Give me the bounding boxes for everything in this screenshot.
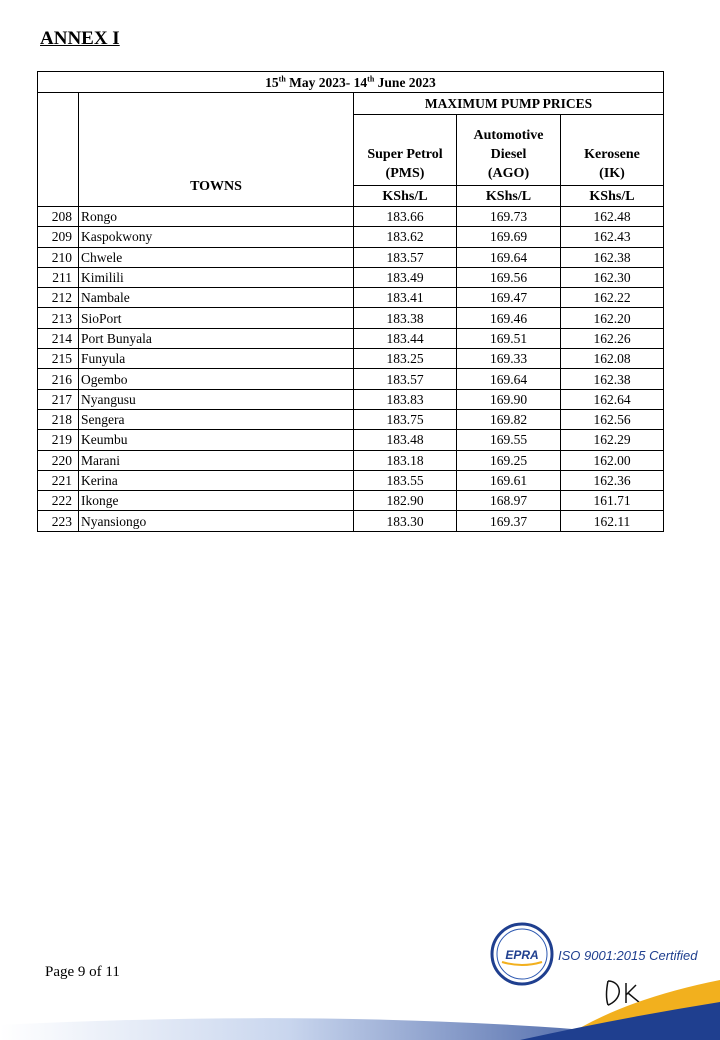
pms-price: 183.62	[354, 227, 457, 247]
town-name: Funyula	[79, 349, 354, 369]
table-row	[38, 511, 664, 531]
pms-price: 183.18	[354, 450, 457, 470]
ago-price: 169.82	[457, 409, 561, 429]
table-row	[38, 349, 664, 369]
table-row	[38, 369, 664, 389]
table-row	[38, 409, 664, 429]
table-row	[38, 267, 664, 287]
ik-price: 162.38	[561, 247, 664, 267]
row-number: 212	[38, 288, 79, 308]
ago-unit: KShs/L	[457, 186, 561, 207]
ago-price: 169.64	[457, 369, 561, 389]
ik-price: 162.36	[561, 470, 664, 490]
ik-unit: KShs/L	[561, 186, 664, 207]
pms-price: 183.57	[354, 247, 457, 267]
row-number: 216	[38, 369, 79, 389]
row-number: 213	[38, 308, 79, 328]
ago-price: 169.69	[457, 227, 561, 247]
row-number: 208	[38, 207, 79, 227]
town-name: SioPort	[79, 308, 354, 328]
row-number: 211	[38, 267, 79, 287]
ik-price: 162.30	[561, 267, 664, 287]
page-number: Page 9 of 11	[45, 964, 120, 980]
row-number: 219	[38, 430, 79, 450]
table-row	[38, 470, 664, 490]
ago-price: 169.90	[457, 389, 561, 409]
pms-price: 183.55	[354, 470, 457, 490]
max-pump-prices-header: MAXIMUM PUMP PRICES	[354, 93, 664, 115]
ik-price: 162.64	[561, 389, 664, 409]
ago-price: 169.47	[457, 288, 561, 308]
table-row	[38, 450, 664, 470]
row-number: 218	[38, 409, 79, 429]
pms-unit: KShs/L	[354, 186, 457, 207]
ik-price: 162.08	[561, 349, 664, 369]
table-row	[38, 227, 664, 247]
pms-price: 183.48	[354, 430, 457, 450]
annex-title: ANNEX I	[40, 28, 120, 49]
pms-price: 183.30	[354, 511, 457, 531]
ik-price: 162.38	[561, 369, 664, 389]
ik-price: 162.48	[561, 207, 664, 227]
pms-price: 183.57	[354, 369, 457, 389]
table-row	[38, 491, 664, 511]
ago-price: 169.64	[457, 247, 561, 267]
pump-price-table	[37, 71, 664, 532]
row-number: 222	[38, 491, 79, 511]
town-name: Nambale	[79, 288, 354, 308]
town-name: Nyangusu	[79, 389, 354, 409]
iso-certification: ISO 9001:2015 Certified	[558, 948, 698, 963]
row-number: 214	[38, 328, 79, 348]
footer-swoosh	[0, 960, 720, 1040]
pms-price: 183.25	[354, 349, 457, 369]
ik-price: 162.00	[561, 450, 664, 470]
town-name: Kaspokwony	[79, 227, 354, 247]
town-name: Sengera	[79, 409, 354, 429]
ago-header: Automotive Diesel (AGO)	[457, 115, 561, 186]
pms-price: 183.41	[354, 288, 457, 308]
ago-price: 169.51	[457, 328, 561, 348]
row-number: 210	[38, 247, 79, 267]
row-number: 223	[38, 511, 79, 531]
ik-price: 162.20	[561, 308, 664, 328]
ago-price: 169.46	[457, 308, 561, 328]
pms-price: 183.83	[354, 389, 457, 409]
town-name: Port Bunyala	[79, 328, 354, 348]
town-name: Kimilili	[79, 267, 354, 287]
table-row	[38, 328, 664, 348]
town-name: Ikonge	[79, 491, 354, 511]
blank-number-header	[38, 93, 79, 207]
period-header: 15th May 2023- 14th June 2023	[38, 72, 664, 93]
ik-price: 162.26	[561, 328, 664, 348]
ik-price: 162.43	[561, 227, 664, 247]
ago-price: 169.55	[457, 430, 561, 450]
town-name: Marani	[79, 450, 354, 470]
ago-price: 169.56	[457, 267, 561, 287]
town-name: Nyansiongo	[79, 511, 354, 531]
table-row	[38, 207, 664, 227]
pms-price: 183.66	[354, 207, 457, 227]
table-row	[38, 308, 664, 328]
towns-header: TOWNS	[79, 93, 354, 207]
table-row	[38, 430, 664, 450]
ago-price: 169.37	[457, 511, 561, 531]
ago-price: 168.97	[457, 491, 561, 511]
ago-price: 169.73	[457, 207, 561, 227]
ik-price: 161.71	[561, 491, 664, 511]
table-row	[38, 247, 664, 267]
pms-price: 183.49	[354, 267, 457, 287]
pms-header: Super Petrol (PMS)	[354, 115, 457, 186]
ik-price: 162.29	[561, 430, 664, 450]
pms-price: 182.90	[354, 491, 457, 511]
logo-text: EPRA	[505, 948, 539, 962]
town-name: Keumbu	[79, 430, 354, 450]
pms-price: 183.75	[354, 409, 457, 429]
town-name: Ogembo	[79, 369, 354, 389]
town-name: Chwele	[79, 247, 354, 267]
ik-price: 162.22	[561, 288, 664, 308]
pms-price: 183.38	[354, 308, 457, 328]
row-number: 221	[38, 470, 79, 490]
table-row	[38, 288, 664, 308]
ago-price: 169.25	[457, 450, 561, 470]
pms-price: 183.44	[354, 328, 457, 348]
row-number: 215	[38, 349, 79, 369]
table-row	[38, 389, 664, 409]
ago-price: 169.33	[457, 349, 561, 369]
row-number: 209	[38, 227, 79, 247]
ik-price: 162.56	[561, 409, 664, 429]
ago-price: 169.61	[457, 470, 561, 490]
table-body	[38, 207, 664, 532]
ik-header: Kerosene (IK)	[561, 115, 664, 186]
row-number: 217	[38, 389, 79, 409]
town-name: Rongo	[79, 207, 354, 227]
town-name: Kerina	[79, 470, 354, 490]
row-number: 220	[38, 450, 79, 470]
ik-price: 162.11	[561, 511, 664, 531]
